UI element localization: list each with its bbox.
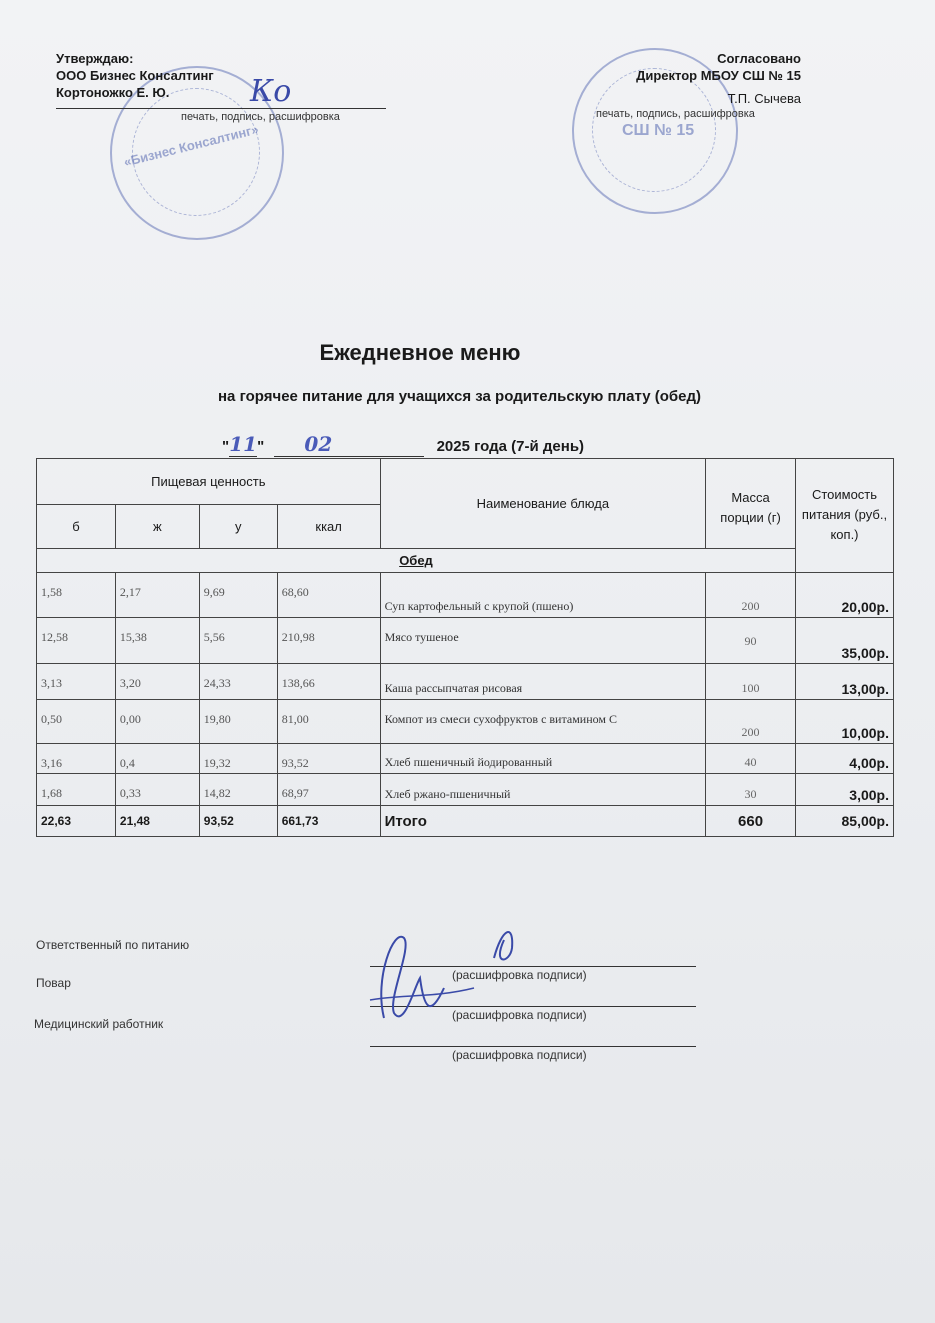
- responsible-caption: (расшифровка подписи): [452, 968, 587, 982]
- table-row: 1,58 2,17 9,69 68,60 Суп картофельный с крупой (пшено) 200 20,00р.: [37, 573, 894, 618]
- date-month: 02: [274, 432, 424, 457]
- col-fat: ж: [115, 505, 199, 549]
- medic-signature-line: [370, 1046, 696, 1047]
- cook-caption: (расшифровка подписи): [452, 1008, 587, 1022]
- medic-label: Медицинский работник: [34, 1017, 164, 1031]
- date-line: "11" 02 2025 года (7-й день): [222, 432, 585, 456]
- company-stamp-text: «Бизнес Консалтинг»: [122, 121, 261, 170]
- section-row: [37, 549, 796, 573]
- table-row: 3,16 0,4 19,32 93,52 Хлеб пшеничный йодированный 40 4,00р.: [37, 744, 894, 774]
- page-subtitle: на горячее питание для учащихся за родительскую плату (обед): [218, 388, 701, 405]
- total-label: Итого: [380, 806, 706, 837]
- agreement-block: [636, 50, 801, 107]
- date-day: 11: [229, 432, 258, 456]
- menu-table: [36, 458, 894, 837]
- table-row: 12,58 15,38 5,56 210,98 Мясо тушеное 90 35,00р.: [37, 618, 894, 664]
- approval-signature-line: [56, 108, 386, 109]
- page-title: Ежедневное меню: [319, 340, 521, 365]
- responsible-label: Ответственный по питанию: [36, 938, 190, 952]
- handwritten-signatures: [364, 918, 544, 1038]
- medic-caption: (расшифровка подписи): [452, 1048, 587, 1062]
- approval-label: Утверждаю:: [56, 51, 134, 66]
- agreement-label: Согласовано: [717, 51, 801, 66]
- cook-label: Повар: [36, 976, 71, 990]
- col-carbs: у: [199, 505, 277, 549]
- table-row: 3,13 3,20 24,33 138,66 Каша рассыпчатая рисовая 100 13,00р.: [37, 664, 894, 700]
- total-mass: 660: [706, 806, 796, 837]
- approval-signature: Ко: [250, 74, 292, 109]
- table-row: 1,68 0,33 14,82 68,97 Хлеб ржано-пшеничный 30 3,00р.: [37, 774, 894, 806]
- cost-header: Стоимость питания (руб., коп.): [796, 459, 894, 573]
- section-label: Обед: [399, 553, 433, 568]
- dish-header: Наименование блюда: [380, 459, 706, 549]
- school-stamp-text: СШ № 15: [622, 122, 695, 139]
- col-protein: б: [37, 505, 116, 549]
- agreement-person: Т.П. Сычева: [727, 91, 801, 106]
- nutrition-header: Пищевая ценность: [37, 459, 381, 505]
- approval-block: [56, 50, 214, 101]
- table-row: 0,50 0,00 19,80 81,00 Компот из смеси сухофруктов с витамином С 200 10,00р.: [37, 700, 894, 744]
- approval-caption: печать, подпись, расшифровка: [181, 111, 340, 123]
- approval-company: ООО Бизнес Консалтинг: [56, 68, 214, 83]
- agreement-caption: печать, подпись, расшифровка: [596, 108, 755, 120]
- mass-header: Масса порции (г): [706, 459, 796, 549]
- approval-person: Кортоножко Е. Ю.: [56, 85, 170, 100]
- total-row: 22,63 21,48 93,52 661,73 Итого 660 85,00р.: [37, 806, 894, 837]
- total-cost: 85,00р.: [796, 806, 894, 837]
- col-kcal: ккал: [277, 505, 380, 549]
- date-rest: 2025 года (7-й день): [436, 438, 585, 455]
- agreement-position: Директор МБОУ СШ № 15: [636, 68, 801, 83]
